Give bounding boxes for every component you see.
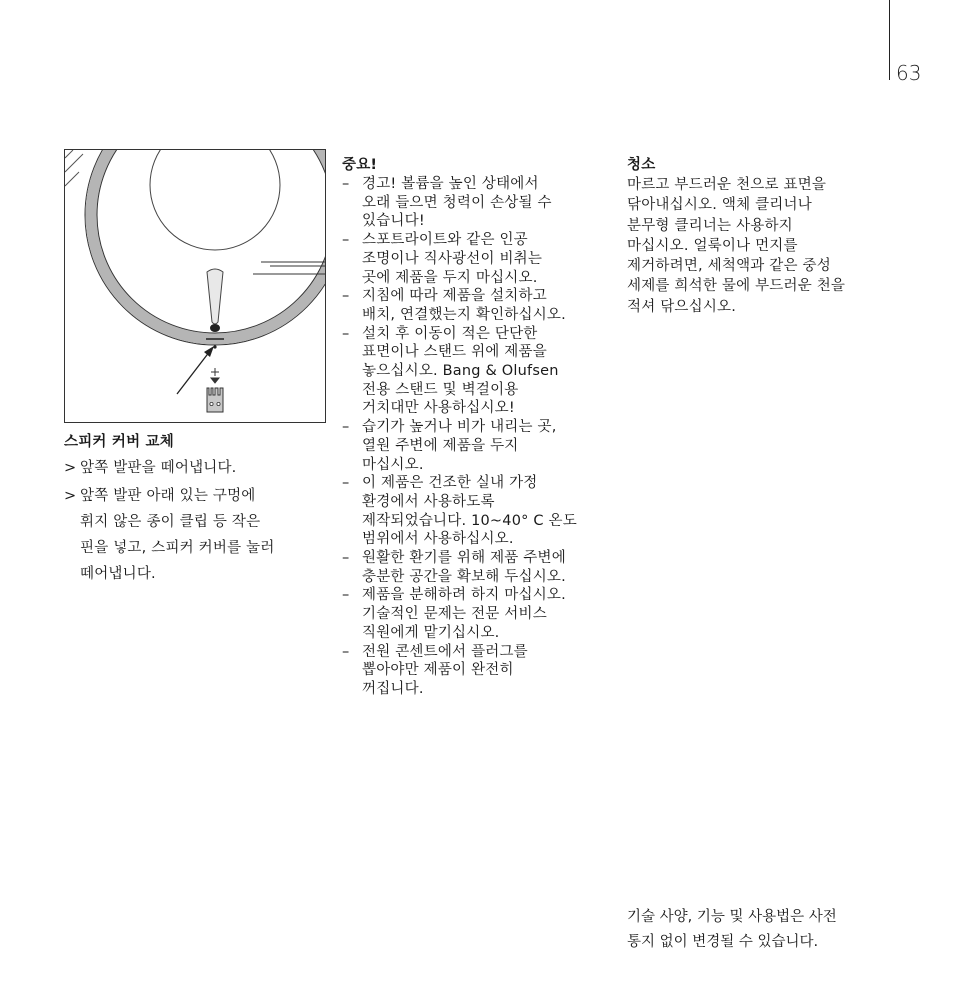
speaker-driver [150, 150, 280, 250]
list-marker: – [342, 475, 350, 492]
list-item [342, 231, 612, 287]
step-item [64, 483, 324, 587]
cleaning-body: 마르고 부드러운 천으로 표면을 닦아내십시오. 액체 클리너나 분무형 클리너는 사용하지 마십시오. 얼룩이나 먼지를 제거하려면, 세척액과 같은 중성 세제를 희석한 물에 부드러운 천을 적셔 닦으십시오. [627, 177, 846, 315]
footer-note: 기술 사양, 기능 및 사용법은 사전 통지 없이 변경될 수 있습니다. [627, 909, 837, 950]
step-item [64, 455, 324, 481]
step-text: 앞쪽 발판을 떼어냅니다. [80, 460, 237, 476]
list-marker: – [342, 325, 350, 342]
step-text: 앞쪽 발판 아래 있는 구멍에 휘지 않은 종이 클립 등 작은 핀을 넣고, 스피커 커버를 눌러 떼어냅니다. [80, 488, 275, 582]
list-item [342, 175, 612, 231]
important-section [342, 155, 612, 699]
list-item-text: 경고! 볼륨을 높인 상태에서 오래 들으면 청력이 손상될 수 있습니다! [362, 176, 552, 230]
list-item-text: 제품을 분해하려 하지 마십시오. 기술적인 문제는 전문 서비스 직원에게 맡기십시오. [362, 587, 566, 641]
list-marker: – [342, 176, 350, 192]
exclamation-shape [207, 269, 223, 324]
page-rule [889, 0, 890, 80]
speaker-cover-section [64, 432, 324, 589]
list-item [342, 586, 612, 642]
arrow-icon [177, 346, 214, 394]
list-item-text: 습기가 높거나 비가 내리는 곳, 열원 주변에 제품을 두지 마십시오. [362, 419, 557, 473]
step-marker: > [64, 460, 77, 476]
cleaning-section [627, 155, 897, 317]
important-list [342, 175, 612, 699]
speaker-cover-title: 스피커 커버 교체 [64, 434, 174, 450]
down-arrow-icon [211, 368, 219, 383]
list-marker: – [342, 288, 350, 305]
list-marker: – [342, 550, 350, 567]
step-marker: > [64, 488, 77, 504]
list-item-text: 원활한 환기를 위해 제품 주변에 충분한 공간을 확보해 두십시오. [362, 550, 566, 585]
list-item [342, 549, 612, 586]
list-item-text: 전원 콘센트에서 플러그를 뽑아야만 제품이 완전히 꺼집니다. [362, 643, 528, 697]
important-title: 중요! [342, 157, 378, 173]
list-item [342, 643, 612, 699]
speaker-cover-illustration [64, 149, 326, 423]
list-marker: – [342, 232, 350, 249]
list-item [342, 287, 612, 324]
cleaning-title: 청소 [627, 157, 656, 173]
list-marker: – [342, 643, 350, 660]
exclamation-dot [210, 324, 220, 332]
list-marker: – [342, 587, 350, 604]
pin-tool-icon [207, 388, 223, 412]
list-item [342, 474, 612, 549]
list-marker: – [342, 419, 350, 436]
list-item [342, 418, 612, 474]
page-number: 63 [896, 61, 922, 85]
list-item-text: 설치 후 이동이 적은 단단한 표면이나 스탠드 위에 제품을 놓으십시오. Bang & Olufsen 전용 스탠드 및 벽걸이용 거치대만 사용하십시오! [362, 325, 559, 417]
list-item-text: 이 제품은 건조한 실내 가정 환경에서 사용하도록 제작되었습니다. 10~40° C 온도 범위에서 사용하십시오. [362, 475, 577, 548]
list-item [342, 325, 612, 419]
list-item-text: 지침에 따라 제품을 설치하고 배치, 연결했는지 확인하십시오. [362, 288, 566, 323]
list-item-text: 스포트라이트와 같은 인공 조명이나 직사광선이 비취는 곳에 제품을 두지 마십시오. [362, 232, 543, 286]
